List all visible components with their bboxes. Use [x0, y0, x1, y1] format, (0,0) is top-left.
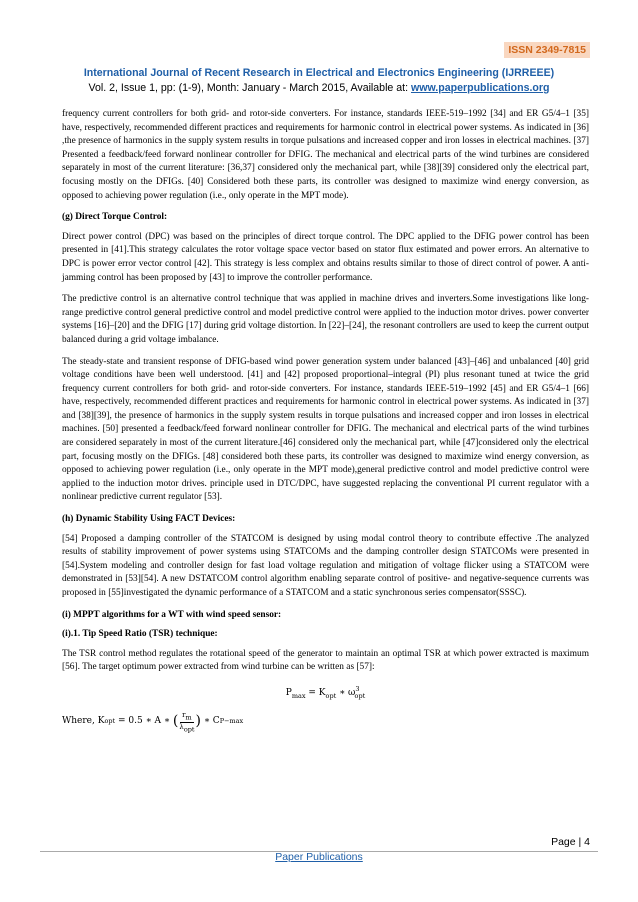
issn-header — [504, 40, 590, 58]
eq2-den-text: λ — [179, 722, 184, 731]
eq2-paren-open: ( — [172, 713, 179, 730]
equation-kopt — [62, 711, 589, 733]
eq2-eq: = 0.5 ∗ A ∗ — [115, 716, 173, 727]
eq1-k-sub: opt — [325, 691, 337, 700]
eq2-k-sub: opt — [104, 717, 116, 726]
eq2-tail: ∗ C — [200, 716, 220, 727]
journal-title: International Journal of Recent Research in Electrical and Electronics Engineering (IJRREEE) — [83, 67, 555, 79]
eq2-prefix: Where, K — [62, 716, 105, 727]
paragraph-6: The TSR control method regulates the rotational speed of the generator to maintain an optimal TSR at which power extracted is maximum [56]. The target optimum power extracted from wind turbine can be written as [57]: — [62, 648, 589, 673]
eq2-den-sub: opt — [183, 725, 195, 734]
journal-volume-info: Vol. 2, Issue 1, pp: (1-9), Month: January - March 2015, Available at: — [88, 82, 411, 94]
eq1-mid: = K — [305, 687, 326, 698]
eq2-fraction — [179, 711, 194, 733]
journal-subtitle — [40, 81, 598, 96]
eq2-denominator — [179, 723, 194, 733]
eq1-rhs-sup: 3 — [355, 684, 360, 693]
journal-url-link[interactable]: www.paperpublications.org — [410, 82, 550, 94]
paragraph-1: frequency current controllers for both grid- and rotor-side converters. For instance, standards IEEE-519–1992 [34] and ER G5/4–1 [35] have, respectively, recommended different practices and requirements for harmonic control in electrical power systems. As indicated in [36] ,the presence of harmonics in the supply system results in torque pulsations and increased copper and iron losses in electrical machines. [37] Presented a feedback/feed forward nonlinear controller for DFIG. The mechanical and electrical parts of the wind turbines are considered separately in most of the current literature: [36,37] considered only the mechanical part, while [38][39] considered only the electrical part, focusing mostly on the DFIGs. [40] Considered both these parts, its controller was designed to maximize wind energy conversion, as opposed to achieving power regulation (i.e., only operate in the MPT mode). — [62, 109, 589, 201]
paragraph-3: The predictive control is an alternative control technique that was applied in machine drives and inverters.Some investigations like long-range predictive control general predictive control and model predictive control were applied to the induction motor drives. power converter systems [16]–[20] and the DFIG [17] during grid voltage distortion. In [22]–[24], the resonant controllers are used to keep the current output balanced during a grid voltage imbalance. — [62, 294, 589, 345]
heading-direct-torque-control: (g) Direct Torque Control: — [62, 212, 168, 223]
eq1-rhs-sub: opt — [354, 691, 366, 700]
heading-mppt: (i) MPPT algorithms for a WT with wind speed sensor: — [62, 609, 282, 620]
equation-pmax — [62, 683, 589, 703]
eq1-rhs: ∗ ω — [336, 687, 356, 698]
eq1-lhs-sub: max — [291, 691, 306, 700]
paragraph-2: Direct power control (DPC) was based on the principles of direct torque control. The DPC applied to the DFIG power control has been presented in [41].This strategy calculates the rotor voltage space vector based on stator flux estimated and power errors. An alternative to DPC is power error vector control [42]. This strategy is less complex and obtains results similar to those of direct control of power. A anti-jamming control has been proposed by [43] to improve the controller performance. — [62, 231, 589, 283]
page-number: Page | 4 — [551, 836, 590, 848]
page-body — [62, 108, 589, 733]
eq2-num-sub: m — [185, 713, 192, 722]
paragraph-5: [54] Proposed a damping controller of the STATCOM is designed by using modal control theory to contribute effective .The analyzed results of stability improvement of power systems using STATCOMs and the damping controller design STATCOMs were presented in [54].System modeling and controller design for fast load voltage regulation and mitigation of voltage flicker using a STATCOM were demonstrated in [53][54]. A new DSTATCOM control algorithm enabling separate control of positive- and negative-sequence currents was proposed in [55]investigated the dynamic performance of a STATCOM and a static synchronous series compensator(SSSC). — [62, 533, 589, 598]
eq2-tail-sub: P−max — [219, 717, 244, 726]
eq1-lhs: P — [285, 687, 292, 698]
heading-dynamic-stability: (h) Dynamic Stability Using FACT Devices: — [62, 514, 236, 525]
journal-header — [40, 66, 598, 96]
issn-badge: ISSN 2349-7815 — [504, 42, 590, 58]
eq2-paren-close: ) — [195, 713, 201, 730]
paragraph-4: The steady-state and transient response of DFIG-based wind power generation system under balanced [43]–[46] and unbalanced [40] grid voltage conditions have been well understood. [41] and [42] proposed proportional–integral (PI) plus resonant tuned at twice the grid frequency current controllers for both grid- and rotor-side converters. For instance, standards IEEE-519–1992 [45] and ER G5/4–1 [66] have, respectively, recommended different practices and requirements for harmonic control in electrical power systems. As indicated in [37] and [38][39], the presence of harmonics in the supply system results in torque pulsations and increased copper and iron losses in electrical machines. [50] presented a feedback/feed forward nonlinear controller for DFIG. The mechanical and electrical parts of the wind turbines are considered separately in most of the current literature.[46] considered only the mechanical part, while [47]considered only the electrical part, focusing mostly on the DFIGs. [48] considered both these parts, its controller was designed to maximize wind energy conversion, as opposed to achieving power regulation (i.e., only operate in the MPT mode),general predictive control and model predictive control were applied to the induction motor drives. principle used in DTC/DPC, have suggested replacing the conventional PI current regulator with a nonlinear predictive current regulator [53]. — [62, 356, 589, 503]
eq2-num-text: r — [182, 711, 186, 720]
eq2-numerator — [180, 711, 194, 722]
heading-tsr: (i).1. Tip Speed Ratio (TSR) technique: — [62, 629, 218, 640]
publisher-link[interactable]: Paper Publications — [275, 851, 363, 863]
